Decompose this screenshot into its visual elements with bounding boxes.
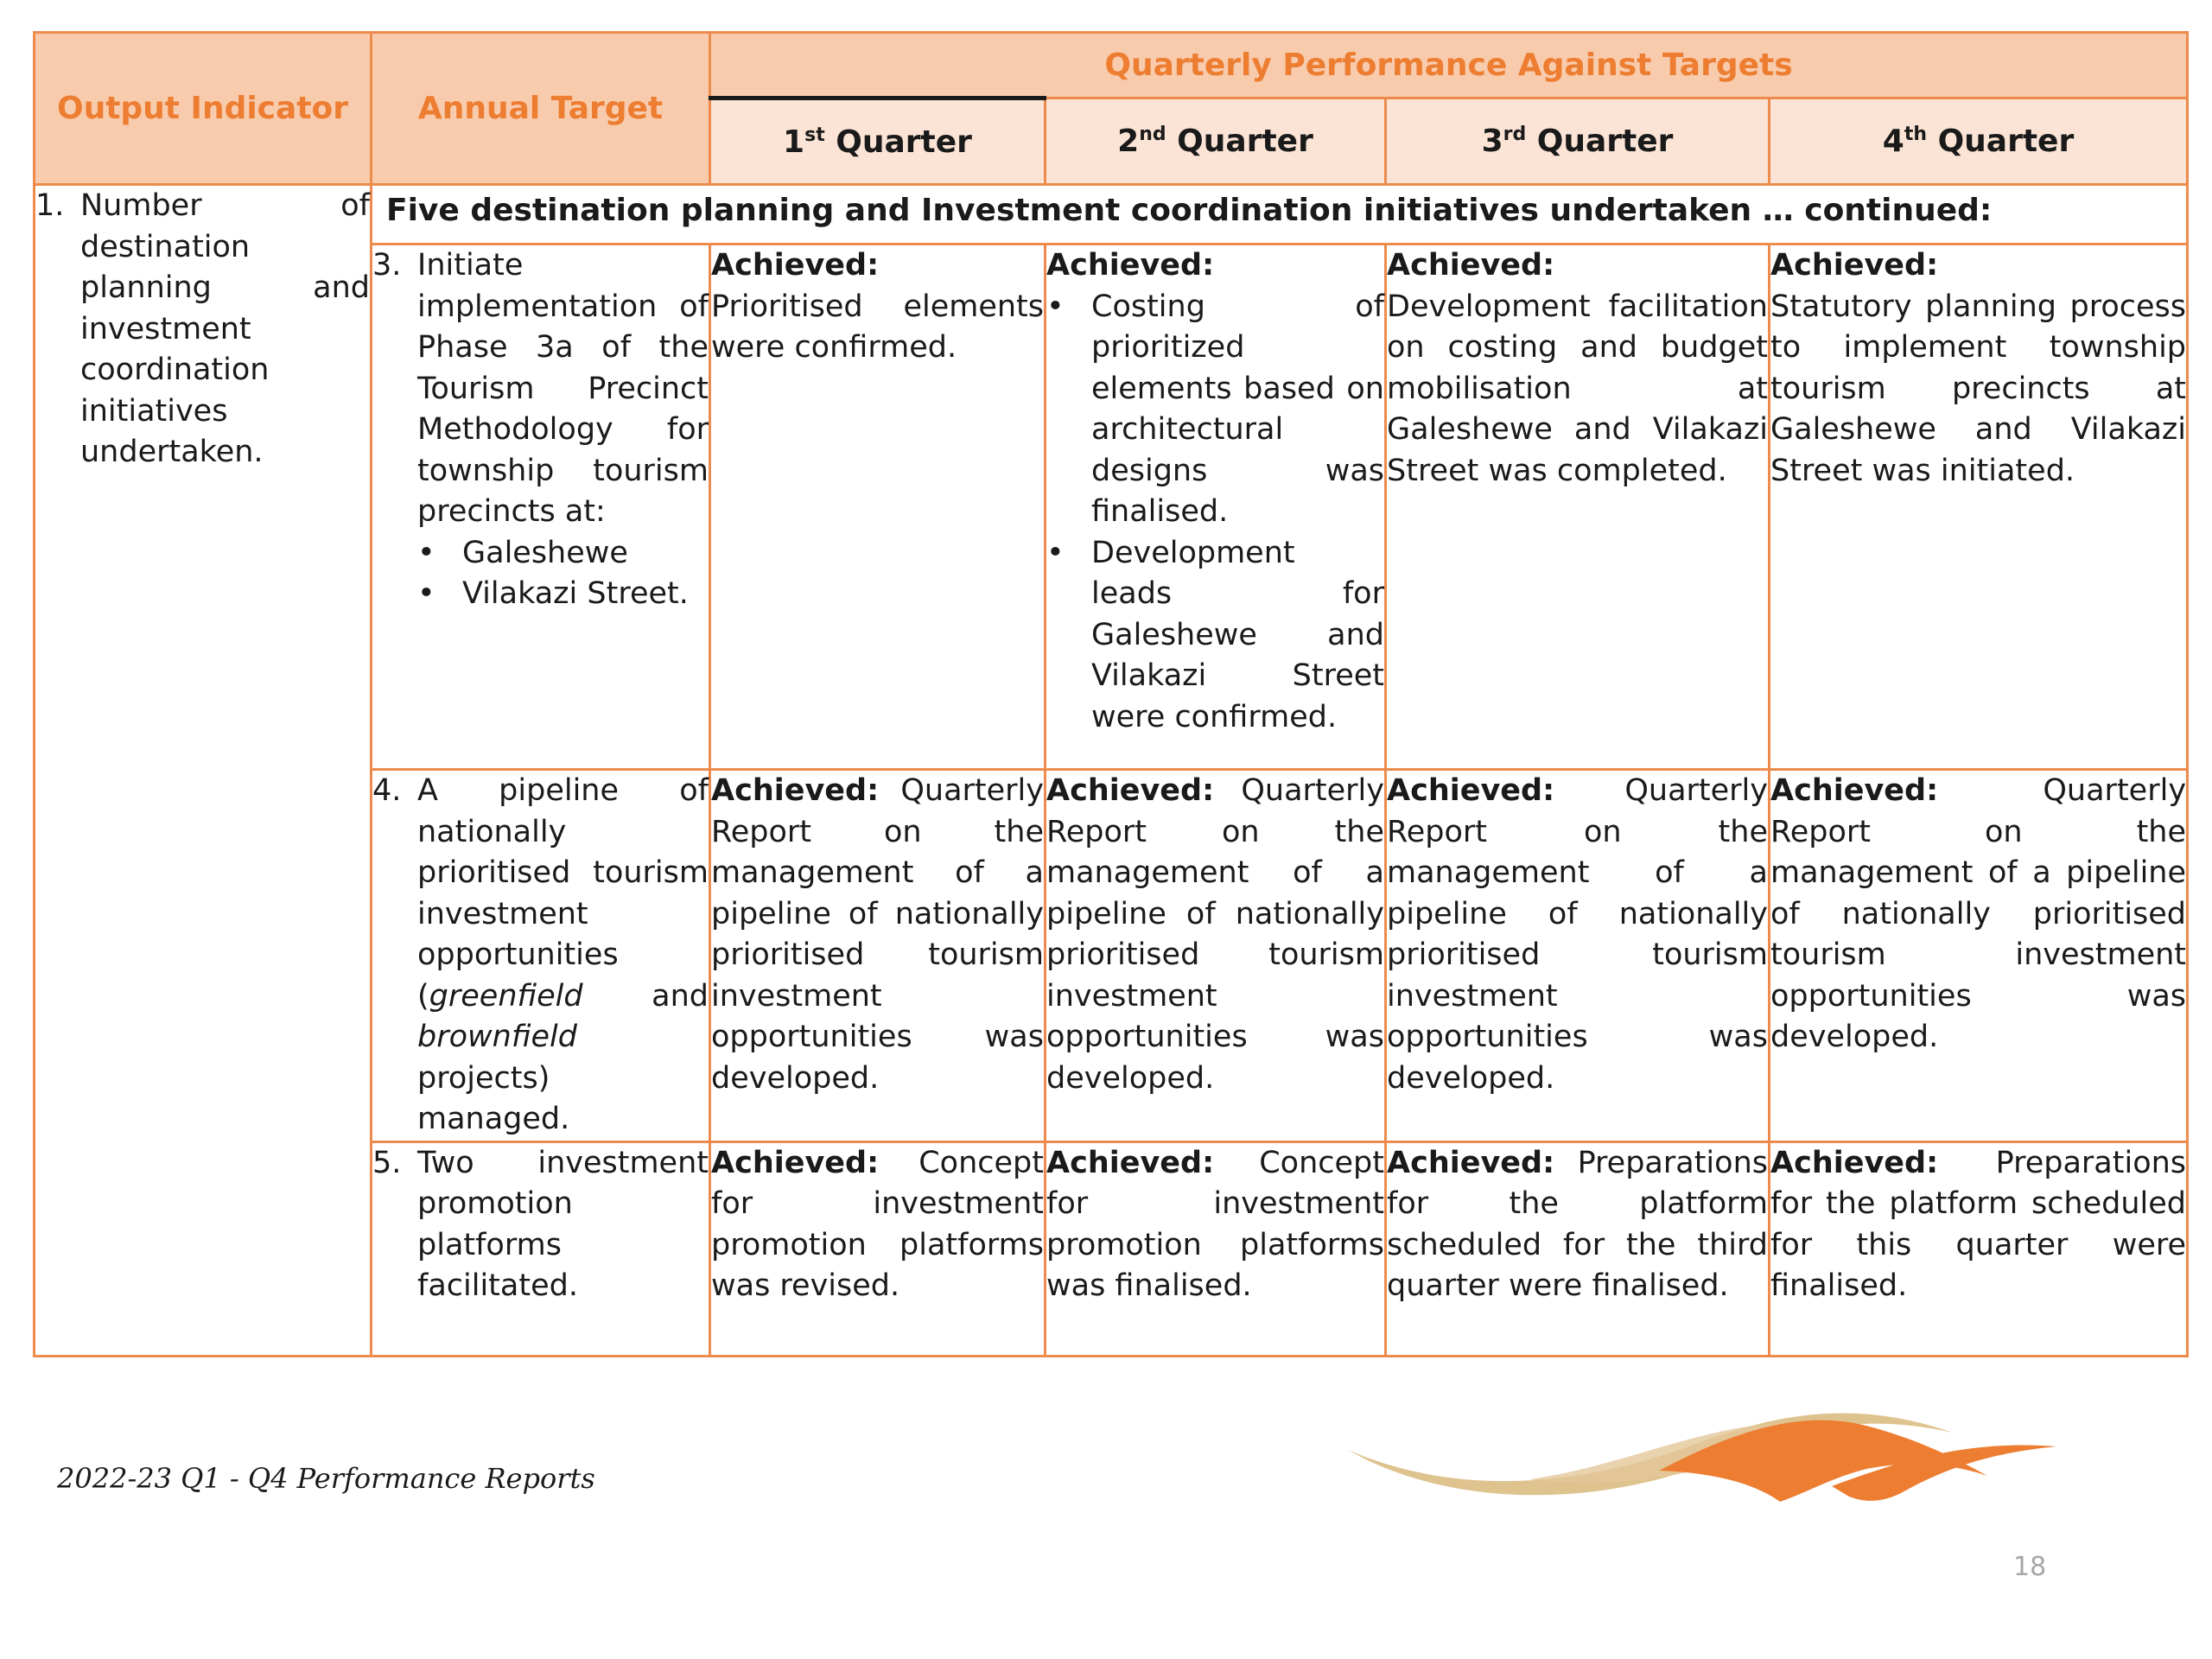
annual-target-cell (372, 770, 710, 1142)
indicator-text: Number of destination planning and investment coordination initiatives undertaken. (80, 188, 370, 469)
achieved-label: Achieved: (1387, 773, 1555, 808)
bullet-item: Costing of prioritized elements based on architectural designs was finalised. (1091, 289, 1384, 529)
page-number: 18 (2013, 1552, 2047, 1582)
q4-text: Preparations for the platform scheduled for this quarter were finalised. (1770, 1145, 2187, 1303)
achieved-label: Achieved: (1770, 248, 1939, 283)
target-text: A pipeline of nationally prioritised tourism investment opportunities (greenfield and brownfield projects) managed. (417, 773, 709, 1136)
quarterly-performance-header: Quarterly Performance Against Targets (710, 33, 2188, 99)
q1-cell (710, 1141, 1046, 1356)
target-number: 4. (372, 773, 402, 808)
achieved-label: Achieved: (1046, 1145, 1215, 1180)
q1-text: Concept for investment promotion platforms was revised. (711, 1145, 1044, 1303)
achieved-label: Achieved: (711, 248, 880, 283)
performance-table (33, 31, 2189, 1357)
report-title: 2022-23 Q1 - Q4 Performance Reports (57, 1462, 595, 1495)
output-indicator-header: Output Indicator (35, 33, 372, 185)
annual-target-cell (372, 1141, 710, 1356)
annual-target-header: Annual Target (372, 33, 710, 185)
q3-text: Quarterly Report on the management of a pipeline of nationally prioritised tourism investment opportunities was developed. (1387, 773, 1768, 1096)
achieved-label: Achieved: (1387, 248, 1555, 283)
q4-text: Statutory planning process to implement township tourism precincts at Galeshewe and Vilakazi Street was initiated. (1770, 289, 2187, 488)
q3-header: 3rd Quarter (1386, 99, 1770, 185)
achieved-label: Achieved: (711, 773, 880, 808)
q3-cell (1386, 1141, 1770, 1356)
q3-text: Development facilitation on costing and budget mobilisation at Galeshewe and Vilakazi Street was completed. (1387, 289, 1768, 488)
achieved-label: Achieved: (1046, 773, 1215, 808)
q4-cell (1770, 245, 2188, 770)
annual-target-cell: 3. Initiate implementation of Phase 3a of the Tourism Precinct Methodology for township tourism precincts at: • Galeshewe • Vilakazi Street. (372, 245, 710, 770)
indicator-number: 1. (35, 188, 65, 223)
q4-text: Quarterly Report on the management of a pipeline of nationally prioritised tourism investment opportunities was developed. (1770, 773, 2187, 1054)
achieved-label: Achieved: (1387, 1145, 1555, 1180)
q1-header: 1st Quarter (710, 99, 1046, 185)
q3-text: Preparations for the platform scheduled for the third quarter were finalised. (1387, 1145, 1768, 1303)
bullet-item: Galeshewe (462, 535, 628, 570)
achieved-label: Achieved: (1046, 248, 1215, 283)
output-indicator-cell (35, 185, 372, 1357)
achieved-label: Achieved: (711, 1145, 880, 1180)
swoosh-logo-icon (1348, 1400, 2074, 1512)
q3-cell (1386, 245, 1770, 770)
q1-text: Prioritised elements were confirmed. (711, 289, 1044, 365)
target-text: Initiate implementation of Phase 3a of the Tourism Precinct Methodology for township tourism precincts at: (417, 248, 709, 529)
q1-text: Quarterly Report on the management of a pipeline of nationally prioritised tourism investment opportunities was developed. (711, 773, 1044, 1096)
target-text: Two investment promotion platforms facilitated. (417, 1145, 709, 1303)
q4-cell (1770, 1141, 2188, 1356)
q2-cell: Achieved: • Costing of prioritized elements based on architectural designs was finalised. • Development leads for Galeshewe and Vilakazi Street were confirmed. (1046, 245, 1386, 770)
q2-cell (1046, 770, 1386, 1142)
q2-text: Concept for investment promotion platforms was finalised. (1046, 1145, 1384, 1303)
target-number: 3. (372, 248, 402, 283)
achieved-label: Achieved: (1770, 773, 1939, 808)
achieved-label: Achieved: (1770, 1145, 1939, 1180)
q2-header: 2nd Quarter (1046, 99, 1386, 185)
target-number: 5. (372, 1145, 402, 1180)
q2-text: Quarterly Report on the management of a pipeline of nationally prioritised tourism investment opportunities was developed. (1046, 773, 1384, 1096)
bullet-item: Vilakazi Street. (462, 576, 689, 611)
q4-header: 4th Quarter (1770, 99, 2188, 185)
q1-cell (710, 770, 1046, 1142)
q2-cell (1046, 1141, 1386, 1356)
q4-cell (1770, 770, 2188, 1142)
bullet-item: Development leads for Galeshewe and Vilakazi Street were confirmed. (1091, 535, 1384, 734)
continued-label: Five destination planning and Investment coordination initiatives undertaken … continued: (372, 185, 2188, 245)
q1-cell (710, 245, 1046, 770)
q3-cell (1386, 770, 1770, 1142)
